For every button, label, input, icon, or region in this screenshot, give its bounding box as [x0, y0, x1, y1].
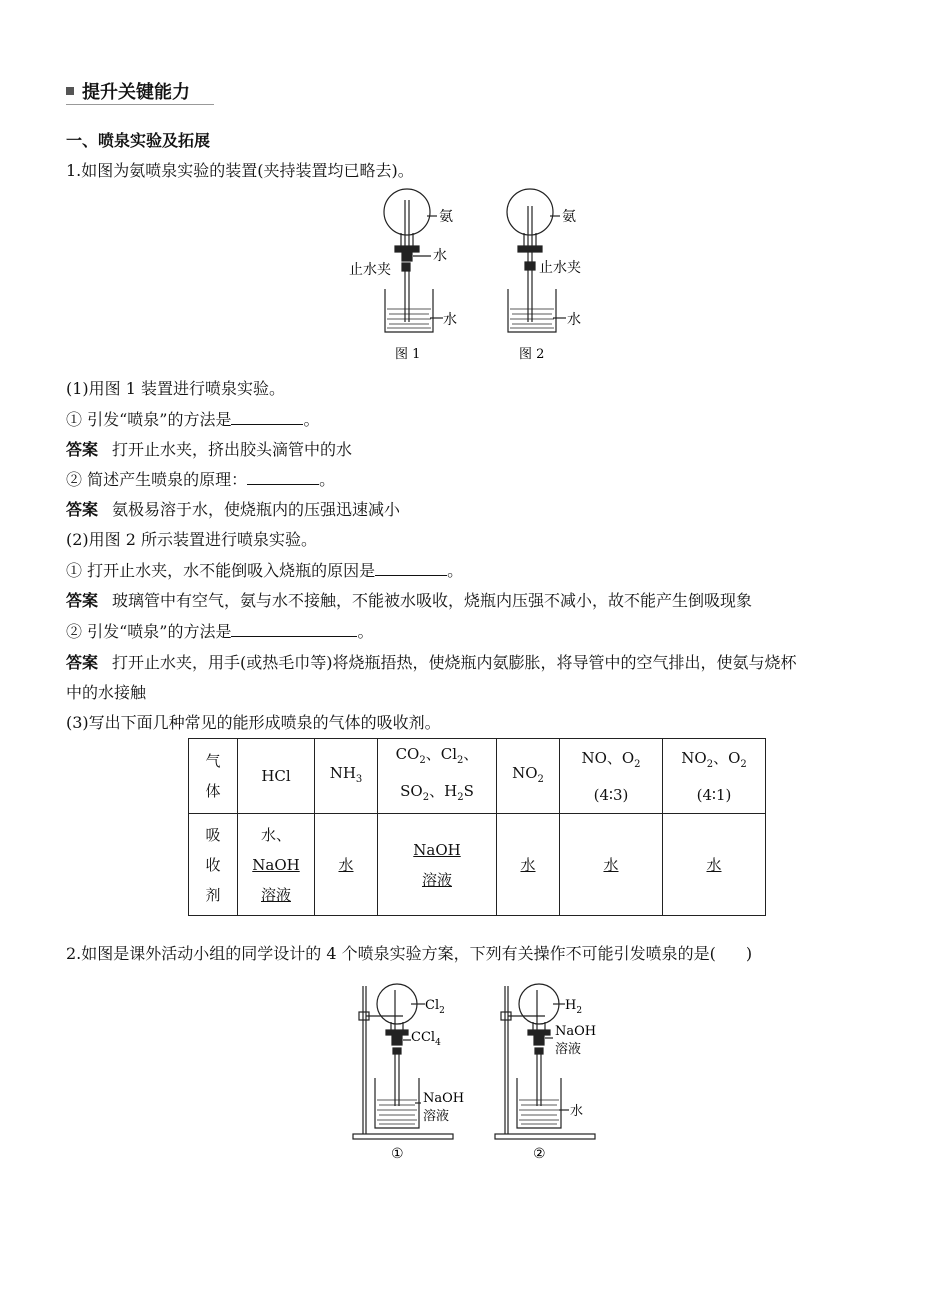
row-header-absorbent	[189, 814, 238, 916]
gas-cell	[238, 739, 315, 814]
answer-text: 氨极易溶于水，使烧瓶内的压强迅速减小	[112, 500, 401, 519]
absorbent-text: NaOH	[413, 840, 461, 859]
q2-fig1-caption: ①	[391, 1146, 404, 1162]
s: 2	[706, 758, 714, 770]
answer-label: 答案	[66, 653, 99, 672]
gas-ratio: (4∶1)	[696, 785, 732, 804]
q1-sub1-a2	[66, 497, 400, 520]
t: NO	[681, 748, 707, 767]
t: CCl	[411, 1030, 436, 1045]
row-header-gas	[189, 739, 238, 814]
table-row	[189, 739, 766, 814]
answer-blank	[231, 622, 357, 637]
absorbent-cell	[663, 814, 766, 916]
q2-fig2-dropper-2: 溶液	[555, 1042, 582, 1057]
gas-ratio: (4∶3)	[593, 785, 629, 804]
q-end: )	[745, 944, 753, 963]
q1-sub2-q2	[66, 619, 373, 642]
q2-fig2-caption: ②	[533, 1146, 546, 1162]
gas-text: NH	[329, 763, 356, 782]
s: 2	[457, 792, 464, 803]
answer-text: 打开止水夹，挤出胶头滴管中的水	[112, 440, 353, 459]
q2-fig1-beaker-2: 溶液	[423, 1109, 450, 1124]
q2-fig2-gas	[565, 998, 582, 1016]
q2-fig2-beaker: 水	[570, 1104, 584, 1119]
q1-sub2-a2	[66, 650, 797, 673]
table-row	[189, 814, 766, 916]
q1-sub3: (3)写出下面几种常见的能形成喷泉的气体的吸收剂。	[66, 713, 441, 732]
t: SO	[400, 782, 423, 800]
q2-stem	[66, 941, 752, 964]
absorbent-cell	[560, 814, 663, 916]
square-bullet-icon	[66, 87, 74, 95]
answer-label: 答案	[66, 500, 99, 519]
absorbent-text: 水	[520, 855, 536, 874]
q1-stem: 1.如图为氨喷泉实验的装置(夹持装置均已略去)。	[66, 161, 414, 180]
t: 、	[463, 745, 479, 763]
s: 2	[422, 792, 430, 803]
fig1-label-ammonia: 氨	[439, 209, 453, 225]
part-heading: 一、喷泉实验及拓展	[66, 131, 211, 150]
answer-text: 打开止水夹，用手(或热毛巾等)将烧瓶捂热，使烧瓶内氨膨胀，将导管中的空气排出，使氨与烧杯	[112, 653, 797, 672]
q-end: 。	[319, 470, 336, 489]
gas-text: HCl	[261, 767, 291, 785]
answer-blank	[375, 561, 447, 576]
fig2-label-ammonia: 氨	[562, 209, 576, 225]
absorbent-text: 水、	[260, 825, 291, 844]
s: 2	[634, 758, 641, 770]
answer-text: 玻璃管中有空气，氨与水不接触，不能被水吸收，烧瓶内压强不减小，故不能产生倒吸现象	[112, 591, 753, 610]
t: S	[463, 782, 474, 800]
q2-fig2-dropper-1: NaOH	[555, 1024, 597, 1039]
gas-cell	[497, 739, 560, 814]
gas-cell	[315, 739, 378, 814]
absorbent-text: 溶液	[260, 885, 291, 904]
header-char: 体	[205, 782, 221, 800]
answer-label: 答案	[66, 440, 99, 459]
t: NO、O	[581, 748, 635, 767]
absorbent-text: 水	[706, 855, 722, 874]
q1-sub2-q1	[66, 558, 463, 581]
absorbent-table	[188, 738, 766, 916]
t: CO	[395, 745, 420, 763]
fountain-figure-q2	[345, 978, 615, 1168]
gas-line	[663, 743, 765, 780]
absorbent-cell	[378, 814, 497, 916]
q-text: ① 引发“喷泉”的方法是	[66, 410, 232, 429]
absorbent-text: 水	[603, 855, 619, 874]
header-char: 气	[205, 752, 221, 770]
q-end: 。	[357, 622, 374, 641]
gas-cell	[560, 739, 663, 814]
answer-blank	[247, 470, 319, 485]
q-end: 。	[447, 561, 464, 580]
section-underline	[66, 104, 214, 105]
q-text: ① 打开止水夹，水不能倒吸入烧瓶的原因是	[66, 561, 376, 580]
gas-line	[378, 776, 496, 813]
answer-label: 答案	[66, 591, 99, 610]
q1-sub1-q1	[66, 407, 319, 430]
q2-fig1-dropper	[411, 1030, 441, 1048]
q1-sub1-a1	[66, 437, 352, 460]
fig1-caption: 图 1	[395, 347, 421, 362]
answer-blank	[231, 410, 303, 425]
q1-sub1: (1)用图 1 装置进行喷泉实验。	[66, 379, 286, 398]
fig1-label-clamp: 止水夹	[349, 262, 391, 278]
s: 2	[576, 1006, 583, 1016]
s: 4	[435, 1038, 441, 1048]
gas-text: NO	[512, 763, 538, 782]
s: 2	[740, 758, 747, 770]
t: Cl	[425, 998, 440, 1013]
absorbent-cell	[315, 814, 378, 916]
header-char: 剂	[205, 885, 221, 904]
gas-cell	[663, 739, 766, 814]
s: 2	[419, 755, 426, 766]
absorbent-text: 水	[338, 855, 354, 874]
gas-line	[378, 739, 496, 776]
q-text: 2.如图是课外活动小组的同学设计的 4 个喷泉实验方案，下列有关操作不可能引发喷泉的是(	[66, 944, 716, 963]
fig1-label-water-beaker: 水	[443, 312, 457, 328]
q1-sub2-a2-cont: 中的水接触	[66, 683, 147, 702]
gas-cell	[378, 739, 497, 814]
t: 、H	[429, 782, 458, 800]
fig1-label-water-top: 水	[433, 248, 447, 264]
section-title	[66, 78, 190, 104]
fig2-label-clamp: 止水夹	[539, 260, 581, 276]
q2-fig1-beaker-1: NaOH	[423, 1091, 465, 1106]
fig2-label-water-beaker: 水	[567, 312, 581, 328]
gas-line	[560, 743, 662, 780]
q1-sub2-a1	[66, 588, 752, 611]
gas-sub: 2	[537, 773, 544, 785]
q-end: 。	[303, 410, 320, 429]
q-text: ② 简述产生喷泉的原理：	[66, 470, 248, 489]
q1-sub1-q2	[66, 467, 335, 490]
t: H	[565, 998, 577, 1013]
t: 、Cl	[425, 745, 458, 763]
fig2-caption: 图 2	[519, 347, 545, 362]
q1-sub2: (2)用图 2 所示装置进行喷泉实验。	[66, 530, 318, 549]
q-text: ② 引发“喷泉”的方法是	[66, 622, 232, 641]
absorbent-cell	[497, 814, 560, 916]
absorbent-text: NaOH	[252, 855, 300, 874]
section-title-text: 提升关键能力	[82, 82, 190, 103]
s: 2	[457, 755, 464, 766]
q2-fig1-gas	[425, 998, 445, 1016]
absorbent-text: 溶液	[421, 870, 452, 889]
s: 2	[439, 1006, 445, 1016]
absorbent-cell	[238, 814, 315, 916]
fountain-figure-1-2	[345, 186, 605, 366]
header-char: 收	[205, 855, 221, 874]
header-char: 吸	[205, 825, 221, 844]
t: 、O	[713, 748, 741, 767]
gas-sub: 3	[355, 773, 363, 785]
